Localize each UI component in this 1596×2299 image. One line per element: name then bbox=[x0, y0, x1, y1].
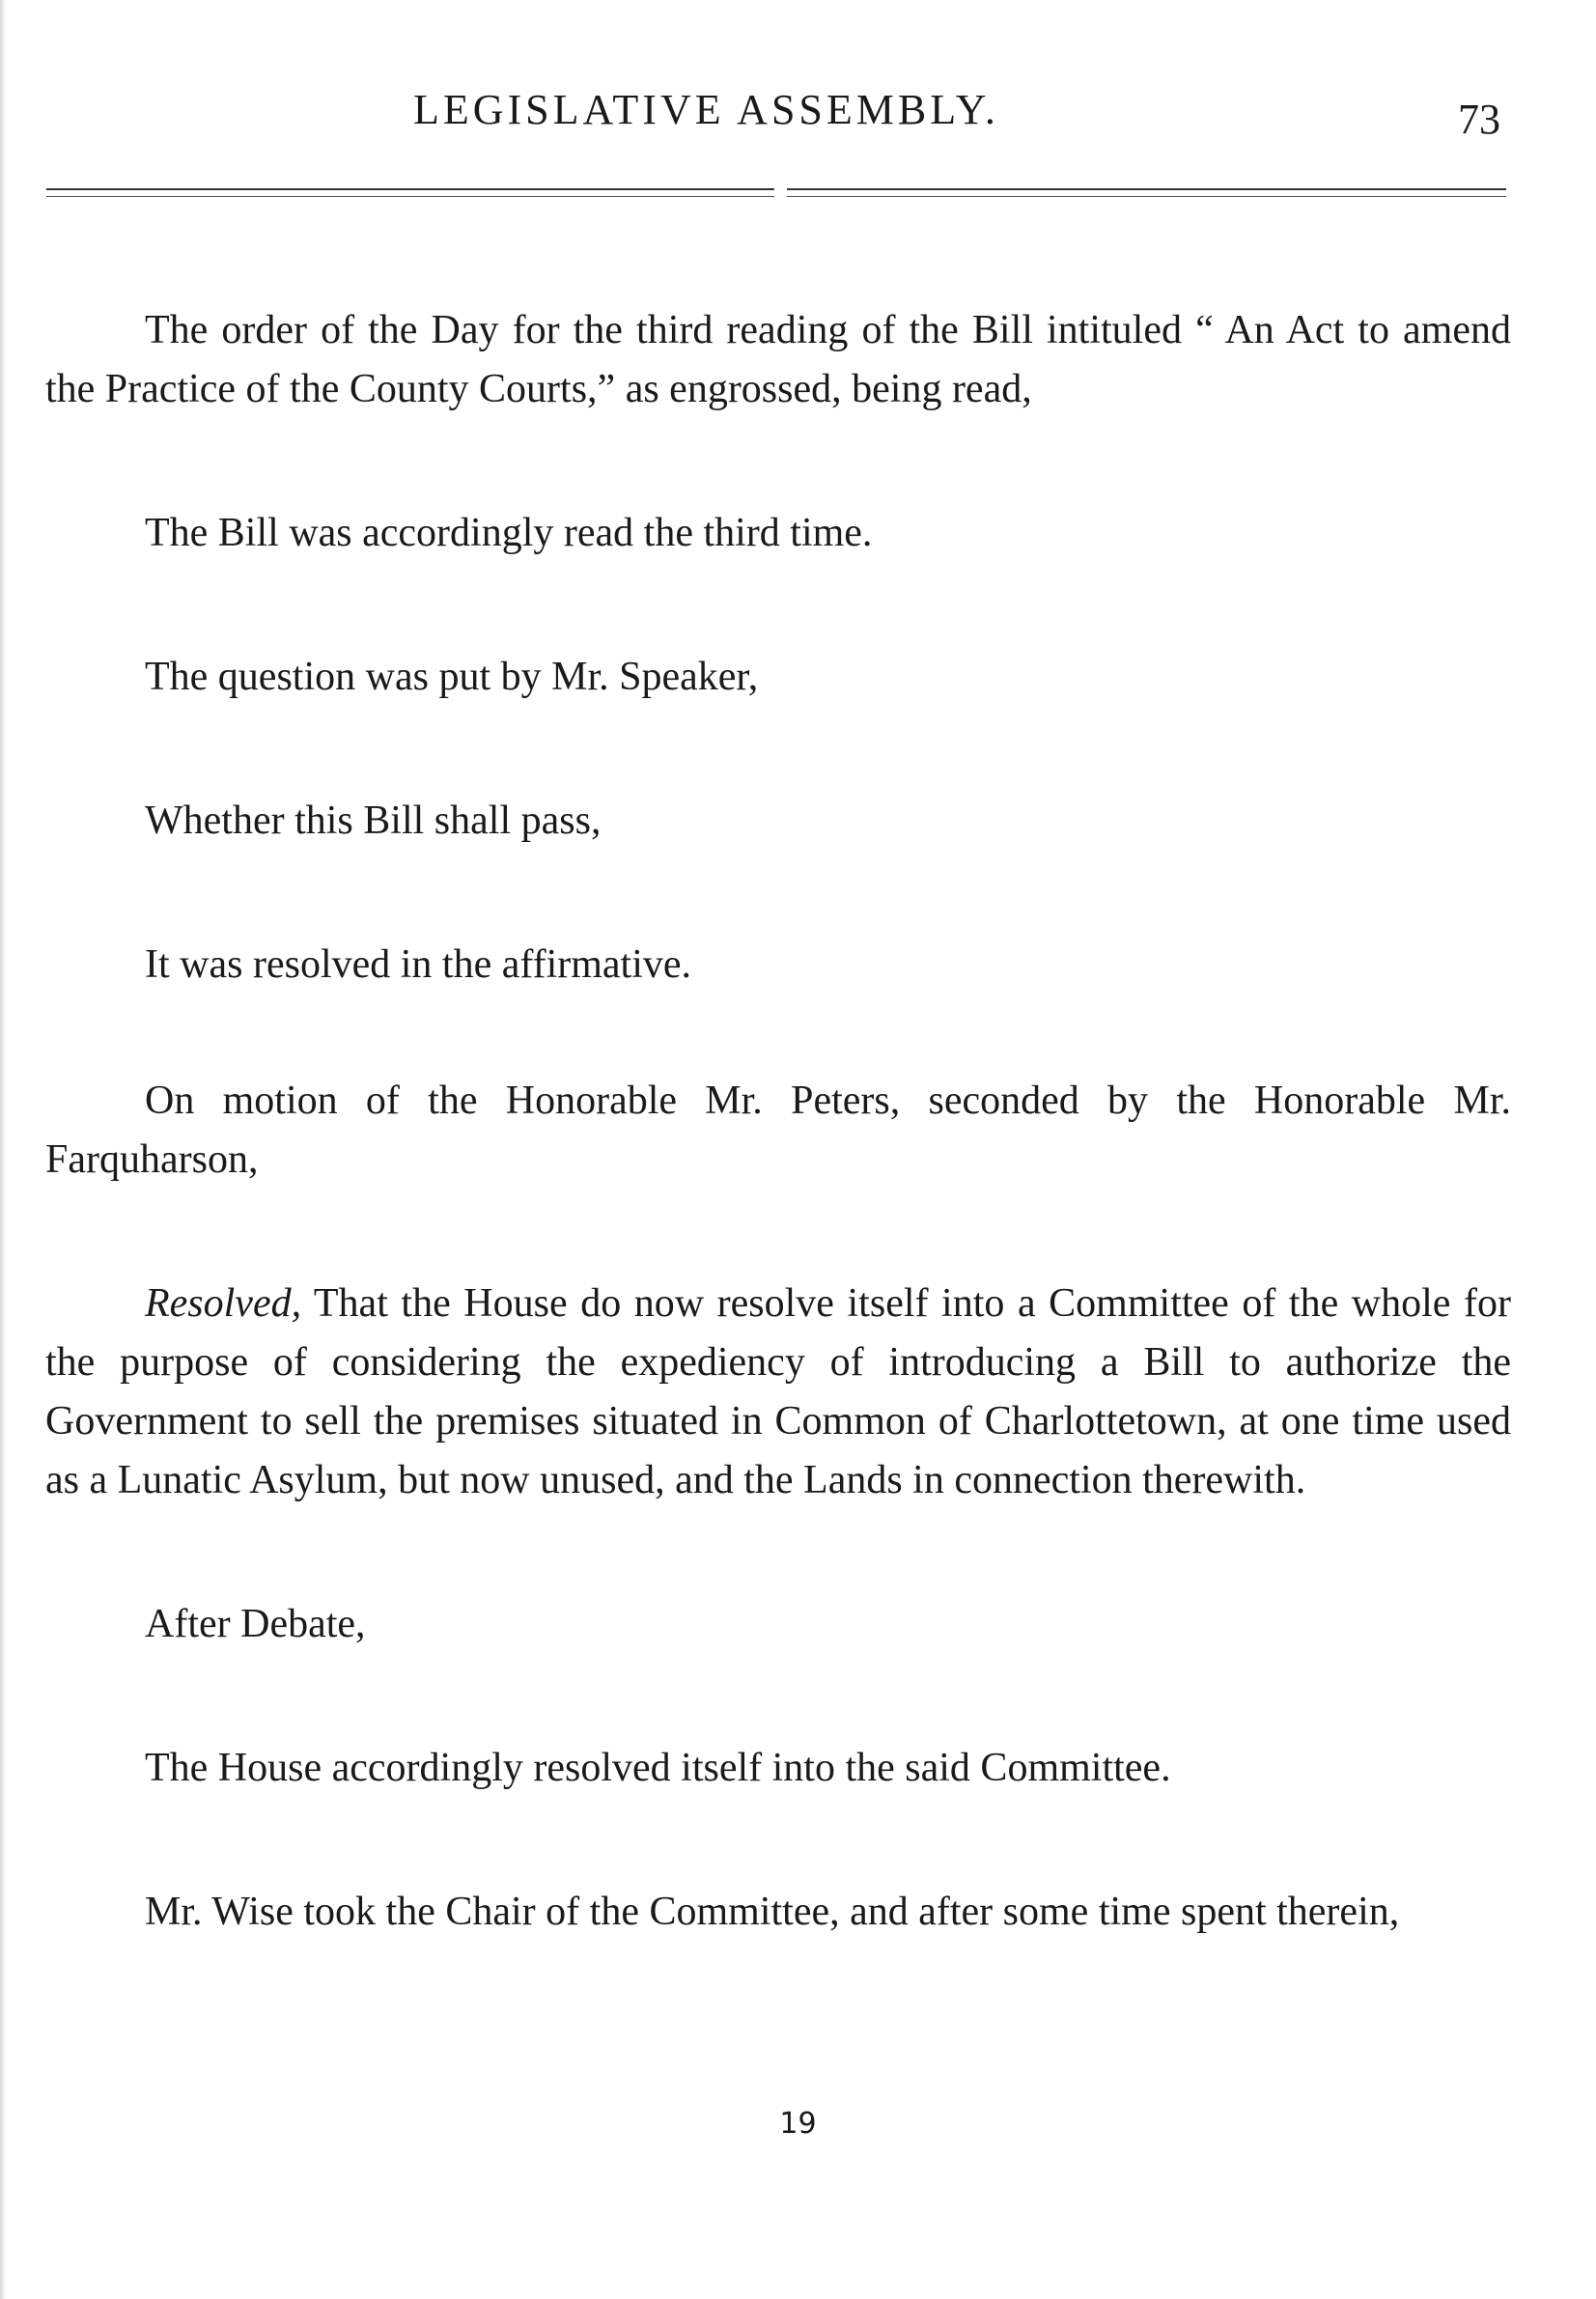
running-title: LEGISLATIVE ASSEMBLY. bbox=[413, 86, 999, 133]
header-rule-left-lower bbox=[46, 196, 774, 197]
paragraph-chair: Mr. Wise took the Chair of the Committee, and after some time spent therein, bbox=[145, 1890, 1400, 1934]
header-rule-right-lower bbox=[787, 196, 1506, 197]
paragraph-resolution bbox=[45, 1275, 1511, 1510]
paragraph-order-of-day: The order of the Day for the third reading of the Bill intituled “ An Act to amend the Practice of the County Courts,” as engrossed, being read, bbox=[45, 308, 1511, 411]
header-rule-left bbox=[46, 188, 774, 190]
paragraph-whether-pass: Whether this Bill shall pass, bbox=[145, 799, 602, 843]
resolution-text: That the House do now resolve itself into a Committee of the whole for the purpose of considering the expediency of introducing a Bill to authorize the Government to sell the premises situated in Common of Charlottetown, at one time used as a Lunatic Asylum, but now unused, and the Lands in connection therewith. bbox=[45, 1281, 1511, 1502]
paragraph-third-reading: The Bill was accordingly read the third time. bbox=[145, 511, 873, 555]
signature-mark: 19 bbox=[779, 2107, 817, 2141]
header-rule-right bbox=[787, 188, 1506, 190]
paragraph-affirmative: It was resolved in the affirmative. bbox=[145, 942, 692, 987]
resolved-lead-word: Resolved, bbox=[145, 1281, 302, 1326]
paragraph-motion: On motion of the Honorable Mr. Peters, seconded by the Honorable Mr. Farquharson, bbox=[45, 1079, 1511, 1182]
paragraph-question-put: The question was put by Mr. Speaker, bbox=[145, 655, 759, 699]
paragraph-committee: The House accordingly resolved itself into the said Committee. bbox=[145, 1746, 1171, 1790]
page-number: 73 bbox=[1458, 96, 1500, 143]
paragraph-after-debate: After Debate, bbox=[145, 1602, 366, 1646]
running-head bbox=[0, 81, 1596, 143]
page-left-edge-shadow bbox=[0, 0, 6, 2299]
body-text bbox=[45, 301, 1511, 1942]
